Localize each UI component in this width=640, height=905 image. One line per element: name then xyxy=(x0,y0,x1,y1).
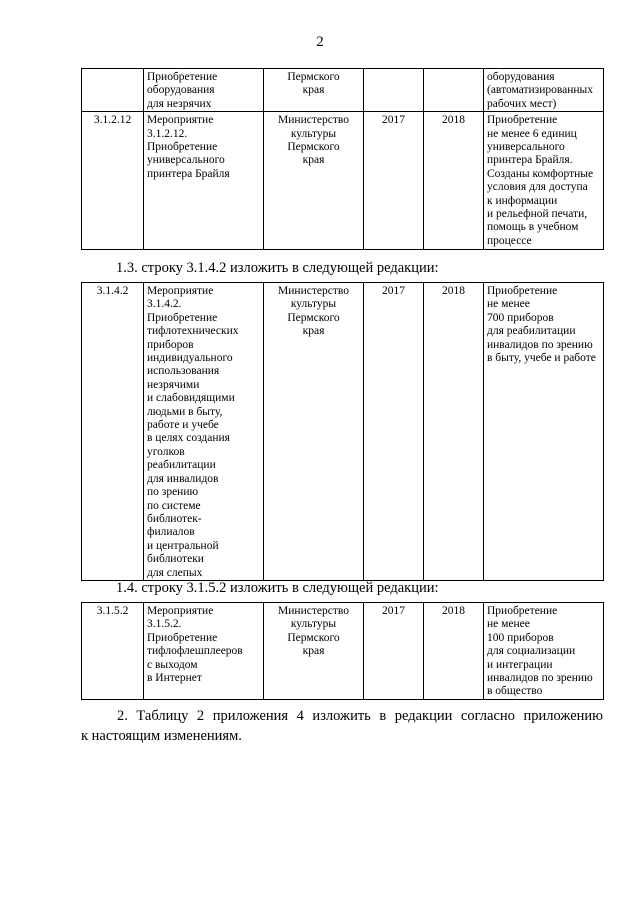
cell-line: для реабилитации xyxy=(487,325,576,338)
cell-year-start: 2017 xyxy=(364,112,424,250)
cell-year-end: 2018 xyxy=(424,603,484,700)
cell-line: Пермского xyxy=(287,311,340,324)
cell-line: для незрячих xyxy=(147,97,212,110)
amendment-heading-1-4: 1.4. строку 3.1.5.2 изложить в следующей редакции: xyxy=(116,580,439,596)
cell-line: Приобретение xyxy=(487,605,558,617)
cell-line: рабочих мест) xyxy=(487,97,557,110)
cell-line: Приобретение xyxy=(147,631,218,644)
cell-line: помощь в учебном xyxy=(487,221,579,234)
cell-line: Пермского xyxy=(287,71,340,83)
cell-line: Мероприятие xyxy=(147,285,214,297)
table-row xyxy=(82,603,604,700)
cell-line: культуры xyxy=(290,298,337,311)
cell-line: библиотеки xyxy=(147,553,204,566)
cell-event xyxy=(144,69,264,112)
cell-line: культуры xyxy=(290,127,337,140)
cell-line: людьми в быту, xyxy=(147,405,223,418)
cell-line: к информации xyxy=(487,194,558,207)
cell-line: и рельефной печати, xyxy=(487,208,588,221)
cell-line: Министерство xyxy=(278,114,349,127)
cell-line: Приобретение xyxy=(147,141,218,154)
cell-line: принтера Брайля xyxy=(147,167,230,180)
cell-line: и слабовидящими xyxy=(147,392,235,405)
cell-line: 700 приборов xyxy=(487,311,554,324)
cell-line: края xyxy=(302,84,325,97)
cell-line: в общество xyxy=(487,685,543,698)
cell-organization xyxy=(264,283,364,581)
cell-line: (автоматизированных xyxy=(487,84,594,97)
cell-line: 3.1.5.2. xyxy=(147,618,182,631)
cell-result xyxy=(484,283,604,581)
cell-line: не менее xyxy=(487,618,530,631)
cell-line: и центральной xyxy=(147,539,219,552)
cell-line: 100 приборов xyxy=(487,631,554,644)
cell-organization xyxy=(264,112,364,250)
cell-year-start: 2017 xyxy=(364,603,424,700)
cell-line: по зрению xyxy=(147,486,199,499)
cell-line: в быту, учебе и работе xyxy=(487,352,596,365)
cell-line: в целях создания xyxy=(147,432,230,445)
cell-year-end: 2018 xyxy=(424,112,484,250)
cell-line: использования xyxy=(147,365,220,378)
cell-line: незрячими xyxy=(147,378,200,391)
cell-line: работе и учебе xyxy=(147,419,219,432)
cell-line: края xyxy=(302,154,325,167)
cell-line: Министерство xyxy=(278,605,349,617)
cell-line: по системе xyxy=(147,499,201,512)
cell-line: 3.1.4.2. xyxy=(147,298,182,311)
cell-line: и интеграции xyxy=(487,658,553,671)
cell-line: 3.1.2.12. xyxy=(147,127,188,140)
cell-line: приборов xyxy=(147,338,194,351)
cell-line: универсального xyxy=(147,154,225,167)
measures-table-continued xyxy=(81,68,604,250)
cell-line: универсального xyxy=(487,141,565,154)
table-row xyxy=(82,112,604,250)
cell-line: оборудования xyxy=(147,84,215,97)
cell-line: Приобретение xyxy=(487,114,558,127)
cell-line: инвалидов по зрению xyxy=(487,338,593,351)
cell-result xyxy=(484,603,604,700)
cell-line: Приобретение xyxy=(487,285,558,297)
cell-year-end: 2018 xyxy=(424,283,484,581)
cell-year-start xyxy=(364,69,424,112)
cell-event xyxy=(144,112,264,250)
cell-year-end xyxy=(424,69,484,112)
paragraph-line: 2. Таблицу 2 приложения 4 изложить в редакции согласно приложению xyxy=(117,708,603,724)
cell-result xyxy=(484,69,604,112)
cell-line: культуры xyxy=(290,618,337,631)
cell-line: Мероприятие xyxy=(147,114,214,127)
cell-event xyxy=(144,603,264,700)
cell-organization xyxy=(264,603,364,700)
cell-line: не менее xyxy=(487,298,530,311)
cell-line: Приобретение xyxy=(147,311,218,324)
cell-line: Мероприятие xyxy=(147,605,214,617)
paragraph-2 xyxy=(81,706,603,746)
cell-line: условия для доступа xyxy=(487,181,588,194)
cell-line: Пермского xyxy=(287,631,340,644)
amendment-heading-1-3: 1.3. строку 3.1.4.2 изложить в следующей редакции: xyxy=(116,260,439,276)
cell-line: тифлотехнических xyxy=(147,325,239,338)
cell-line: филиалов xyxy=(147,526,195,539)
cell-line: реабилитации xyxy=(147,459,216,472)
page-number: 2 xyxy=(316,34,324,50)
paragraph-line: к настоящим изменениям. xyxy=(81,728,242,744)
cell-year-start: 2017 xyxy=(364,283,424,581)
cell-organization xyxy=(264,69,364,112)
cell-line: в Интернет xyxy=(147,672,202,685)
cell-line: Пермского xyxy=(287,141,340,154)
cell-line: тифлофлешплееров xyxy=(147,645,243,658)
table-row xyxy=(82,283,604,581)
cell-line: оборудования xyxy=(487,71,555,83)
cell-line: с выходом xyxy=(147,658,198,671)
measures-table-3142 xyxy=(81,282,604,581)
cell-line: края xyxy=(302,325,325,338)
cell-line: Министерство xyxy=(278,285,349,297)
cell-line: уголков xyxy=(147,445,185,458)
cell-line: для слепых xyxy=(147,566,203,579)
cell-line: края xyxy=(302,645,325,658)
measures-table-3152 xyxy=(81,602,604,700)
table-row xyxy=(82,69,604,112)
cell-event xyxy=(144,283,264,581)
cell-line: инвалидов по зрению xyxy=(487,672,593,685)
cell-number: 3.1.4.2 xyxy=(82,283,144,581)
cell-result xyxy=(484,112,604,250)
cell-number xyxy=(82,69,144,112)
cell-line: принтера Брайля. xyxy=(487,154,573,167)
cell-line: Приобретение xyxy=(147,71,218,83)
cell-line: библиотек- xyxy=(147,512,202,525)
cell-line: процессе xyxy=(487,234,532,247)
cell-line: для инвалидов xyxy=(147,472,219,485)
cell-line: для социализации xyxy=(487,645,576,658)
cell-number: 3.1.2.12 xyxy=(82,112,144,250)
cell-line: не менее 6 единиц xyxy=(487,127,577,140)
cell-line: Созданы комфортные xyxy=(487,167,594,180)
cell-line: индивидуального xyxy=(147,352,233,365)
cell-number: 3.1.5.2 xyxy=(82,603,144,700)
